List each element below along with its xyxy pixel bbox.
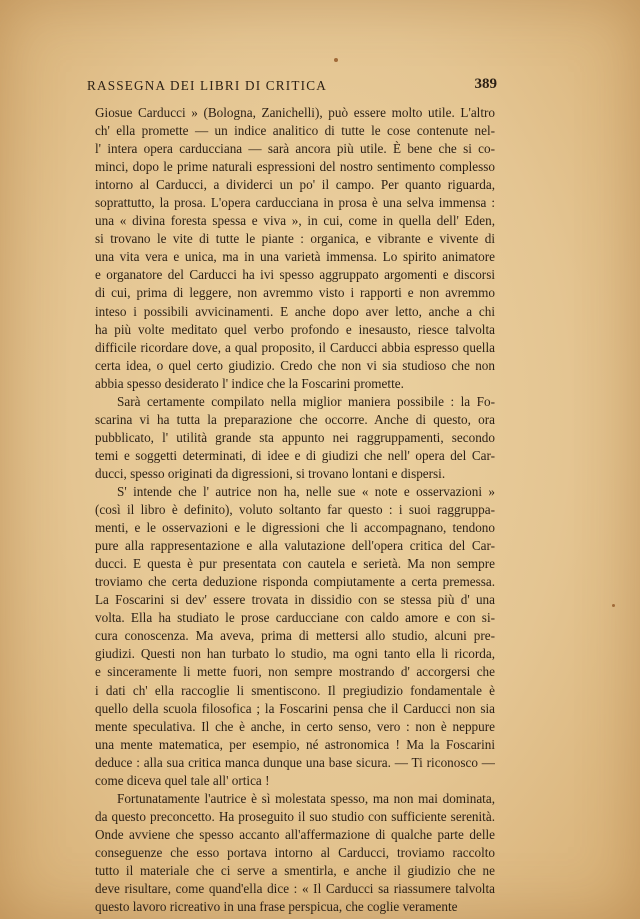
text-line: ha più volte meditato quel verbo profondo e inesausto, riesce talvolta [95,321,495,337]
text-line: Sarà certamente compilato nella miglior maniera possibile : la Fo- [117,393,495,409]
running-header [87,78,497,98]
body-text [95,104,495,916]
paragraph [95,393,495,483]
text-line: deve risultare, come quand'ella dice : « Il Carducci sa riassumere talvolta [95,881,495,897]
text-line: menti, e le osservazioni e le digressioni che li accompagnano, tendono [95,520,495,536]
text-line: una « divina foresta spessa e viva », in cui, come in quella dell' Eden, [95,213,495,229]
text-line: questo lavoro ricreativo in una frase perspicua, che coglie veramente [95,899,458,915]
text-line: certa idea, o quel certo giudizio. Credo che non vi sia studioso che non [95,357,495,373]
text-line: pubblicato, l' utilità grande sta appunto nei raggruppamenti, secondo [95,429,495,445]
text-line: volta. Ella ha studiato le prose carducciane con caldo amore e con si- [95,610,495,626]
text-line: si trovano le vite di tutte le piante : organica, e vibrante e vivente di [95,231,495,247]
running-title: RASSEGNA DEI LIBRI DI CRITICA [87,78,327,93]
text-line: ducci. E questa è pur presentata con cautela e serietà. Ma non sempre [95,556,495,572]
text-line: (così il libro è definito), voluto soltanto far questo : i suoi raggruppa- [95,502,495,518]
text-line: Onde avviene che spesso accanto all'affermazione di qualche parte delle [95,826,495,842]
text-line: ch' ella promette — un indice analitico di tutte le cose contenute nel- [95,123,495,139]
text-line: troviamo che certa deduzione risponda compiutamente a certa premessa. [95,574,495,590]
text-line: come diceva quel tale all' ortica ! [95,772,270,788]
text-line: La Foscarini si dev' essere trovata in dissidio con se stessa più d' una [95,592,495,608]
text-line: quello della scuola filosofica ; la Foscarini pensa che il Carducci non sia [95,700,495,716]
text-line: ducci, spesso originati da digressioni, si trovano lontani e dispersi. [95,465,446,481]
text-line: deduce : alla sua critica manca dunque una base sicura. — Ti riconosco — [95,754,495,770]
text-line: mente speculativa. Il che è anche, in certo senso, vero : non è neppure [95,718,495,734]
text-line: di cui, prima di leggere, non avremmo visto i rapporti e non avremmo [95,285,495,301]
text-line: difficile ricordare dove, a qual proposito, il Carducci abbia espresso quella [95,339,495,355]
text-line: inteso i possibili avvicinamenti. E anche dopo aver letto, anche a chi [95,303,495,319]
paper-spot [612,604,615,607]
text-line: Giosue Carducci » (Bologna, Zanichelli), può essere molto utile. L'altro [95,105,495,120]
text-line: giudizi. Questi non han turbato lo studio, ma ogni tanto ella li ricorda, [95,646,495,662]
text-line: pure alla rappresentazione e alla valutazione dell'opera critica del Car- [95,538,495,554]
text-line: S' intende che l' autrice non ha, nelle sue « note e osservazioni » [117,483,495,499]
text-line: una vita vera e unica, ma in una varietà immensa. Lo spirito animatore [95,249,495,265]
text-line: temi e soggetti determinati, di idee e di giudizi che nell' opera del Car- [95,447,495,463]
text-line: conseguenze che esso portava intorno al Carducci, troviamo raccolto [95,844,495,860]
text-line: una mente matematica, per esempio, né astronomica ! Ma la Foscarini [95,736,495,752]
text-line: minci, dopo le prime naturali espressioni del nostro sentimento complesso [95,159,495,175]
paragraph [95,104,495,393]
page-number: 389 [474,76,497,92]
text-line: e organatore del Carducci ha ivi spesso aggruppato argomenti e discorsi [95,267,495,283]
text-line: i dati ch' ella raccoglie li smentiscono. Il pregiudizio fondamentale è [95,682,495,698]
text-line: Fortunatamente l'autrice è sì molestata spesso, ma non mai dominata, [117,790,495,806]
text-line: da questo preconcetto. Ha proseguito il suo studio con sufficiente serenità. [95,808,495,824]
paragraph [95,790,495,916]
paragraph [95,483,495,790]
text-line: tutto il materiale che ci serve a smentirla, e anche il giudizio che ne [95,862,495,878]
text-line: scarina vi ha tutta la preparazione che occorre. Anche di questo, ora [95,411,495,427]
text-line: intorno al Carducci, a dividerci un po' il campo. Per quanto riguarda, [95,177,495,193]
paper-spot [334,58,338,62]
text-line: cura conoscenza. Ma aveva, prima di mettersi allo studio, alcuni pre- [95,628,495,644]
text-line: l' intera opera carducciana — sarà ancora più utile. È bene che si co- [95,141,495,157]
text-line: soprattutto, la prosa. L'opera carducciana in prosa è una selva immensa : [95,195,495,211]
text-line: abbia spesso desiderato l' indice che la Foscarini promette. [95,375,404,391]
text-line: e sinceramente li mette fuori, non sempre mostrando d' accorgersi che [95,664,495,680]
